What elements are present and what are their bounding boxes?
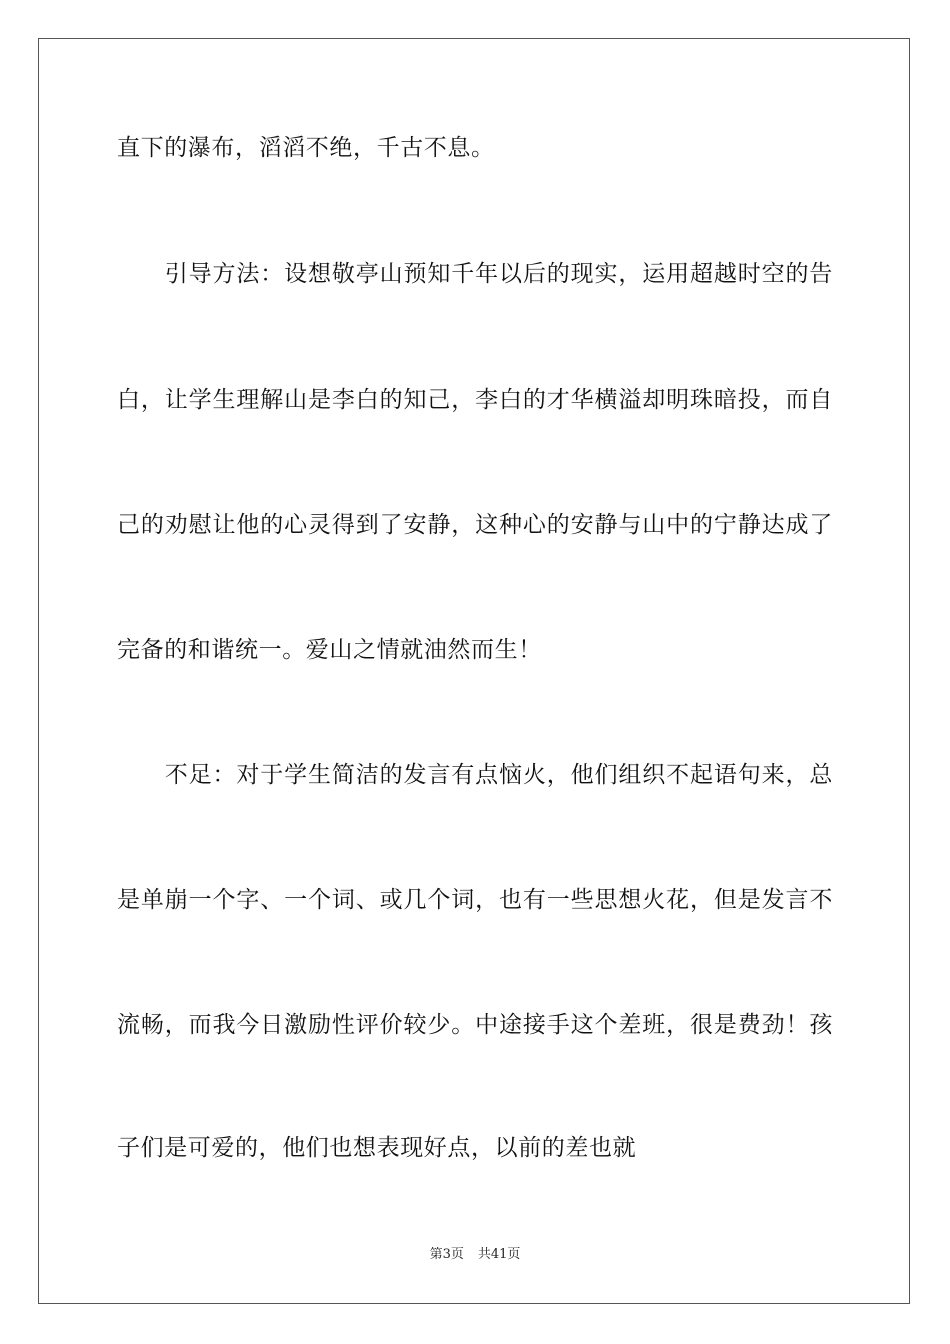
- text-line-1: 直下的瀑布，滔滔不绝，千古不息。: [117, 135, 495, 161]
- text-line-9: 子们是可爱的，他们也想表现好点，以前的差也就: [117, 1135, 637, 1161]
- text-line-2: 引导方法：设想敬亭山预知千年以后的现实，运用超越时空的告: [117, 261, 833, 287]
- text-line-3: 白，让学生理解山是李白的知己，李白的才华横溢却明珠暗投，而自: [117, 387, 833, 413]
- text-line-7: 是单崩一个字、一个词、或几个词，也有一些思想火花，但是发言不: [117, 887, 833, 913]
- text-line-6: 不足：对于学生简洁的发言有点恼火，他们组织不起语句来，总: [117, 762, 833, 788]
- page-number: 第3页: [429, 1247, 464, 1262]
- page-total: 共41页: [477, 1247, 521, 1262]
- text-line-4: 己的劝慰让他的心灵得到了安静，这种心的安静与山中的宁静达成了: [117, 512, 833, 538]
- text-line-5: 完备的和谐统一。爱山之情就油然而生！: [117, 637, 542, 663]
- page-border: [38, 38, 910, 1304]
- page-footer: [0, 1246, 950, 1264]
- text-line-8: 流畅，而我今日激励性评价较少。中途接手这个差班，很是费劲！孩: [117, 1012, 833, 1038]
